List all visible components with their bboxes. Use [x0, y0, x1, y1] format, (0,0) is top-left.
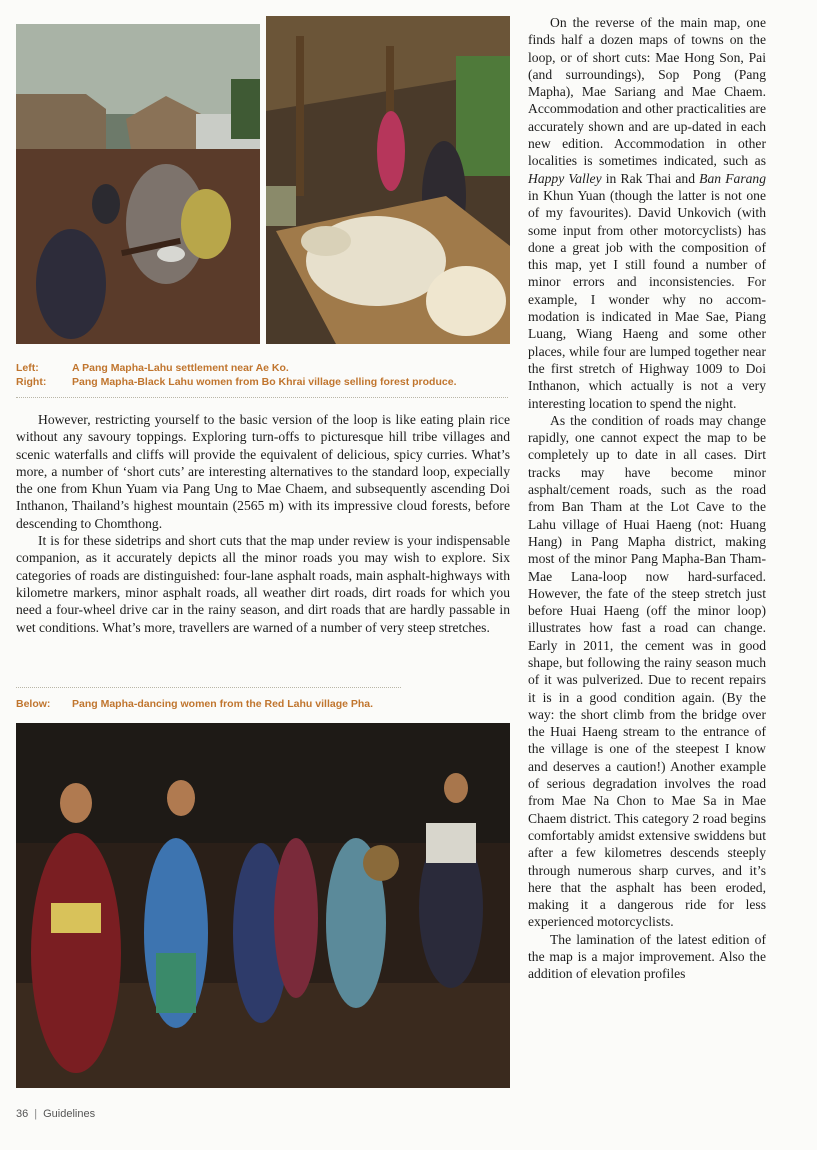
paragraph-reverse-map	[528, 14, 766, 412]
photo-dancing-women-image	[16, 723, 510, 1088]
caption-bottom	[16, 697, 373, 711]
ban-farang-italic: Ban Farang	[699, 170, 767, 186]
photo-forest-produce-market	[266, 16, 510, 344]
caption-left	[16, 361, 457, 375]
paragraph-reverse-map-part2: in Rak Thai and	[601, 170, 700, 186]
photo-lahu-settlement-image	[16, 24, 260, 344]
caption-right-label: Right:	[16, 376, 47, 388]
article-text-right	[528, 14, 766, 983]
happy-valley-italic: Happy Valley	[528, 170, 602, 186]
page-footer	[16, 1108, 95, 1120]
caption-top	[16, 361, 457, 389]
footer-separator: |	[34, 1108, 38, 1120]
paragraph-lamination: The lamination of the latest edition of the map is a major improvement. Also the addition of elevation profiles	[528, 931, 766, 982]
divider-dotted-top	[16, 397, 508, 398]
caption-right	[16, 375, 457, 389]
divider-dotted-bottom	[16, 687, 401, 688]
paragraph-reverse-map-part1: On the reverse of the main map, one finds half a dozen maps of towns on the loop, or of short cuts: Mae Hong Son, Pai (and surroundings), Sop Pong (Pang Mapha), Mae Sariang and Mae Chaem. Accommodation and other practicalities are accurately shown and are up-dated in each new edition. Accommodation in other localities is sometimes indicated, such as	[528, 15, 766, 169]
caption-left-text: A Pang Mapha-Lahu settlement near Ae Ko.	[72, 362, 289, 374]
section-name: Guidelines	[43, 1108, 96, 1120]
caption-bottom-label: Below:	[16, 698, 51, 710]
article-text-left	[16, 411, 510, 636]
photo-forest-produce-market-image	[266, 16, 510, 344]
caption-right-text: Pang Mapha-Black Lahu women from Bo Khrai village selling forest produce.	[72, 376, 457, 388]
caption-left-label: Left:	[16, 362, 39, 374]
page-number: 36	[16, 1108, 29, 1120]
photo-lahu-settlement	[16, 24, 260, 344]
paragraph-restricting-loop: However, restricting yourself to the basic version of the loop is like eating plain rice without any savoury toppings. Exploring turn-offs to picturesque hill tribe villages and scenic waterfalls and cliffs will provide the equivalent of delicious, spicy curries. What’s more, a number of ‘short cuts’ are interesting alternatives to the standard loop, expecially the one from Khun Yuam via Pang Ung to Mae Chaem, and subsequently ascending Doi Inthanon, Thailand’s highest mountain (2565 m) with its impressive cloud forests, before descending to Chomthong.	[16, 412, 510, 531]
paragraph-road-conditions: As the condition of roads may change rapidly, one cannot expect the map to be completely up to date in all cases. Dirt tracks may have become minor asphalt/cement roads, such as the road from Ban Tham at the Lot Cave to the Lahu village of Huai Haeng (not: Huang Hang) in Pang Mapha district, making most of the minor Pang Mapha-Ban Tham-Mae Lana-loop now hard-surfaced. However, the fate of the steep stretch just before Huai Haeng (off the minor loop) illustrates how fast a road can change. Early in 2011, the cement was in good shape, but following the rainy season much of it was pulverized. Due to recent repairs it is in a good condition again. (By the way: the short climb from the bridge over the Huai Haeng stream to the entrance of the village is one of the steepest I know and deserves a caution!) Another example of serious degradation involves the road from Mae Na Chon to Mae Sa in Mae Chaem district. This category 2 road begins comfortably amidst extensive swiddens but after a few kilometres descends steeply through numerous sharp curves, and it’s here that the asphalt has been eroded, making it a dangerous ride for less experienced motorcyclists.	[528, 412, 766, 930]
caption-bottom-text: Pang Mapha-dancing women from the Red Lahu village Pha.	[72, 698, 374, 710]
photo-dancing-women	[16, 723, 510, 1088]
paragraph-sidetrips: It is for these sidetrips and short cuts that the map under review is your indispensable companion, as it accurately depicts all the minor roads you may wish to explore. Six categories of roads are distinguished: four-lane asphalt roads, main asphalt-highways with kilometre markers, minor asphalt roads, all weather dirt roads, dirt roads for which you need a four-wheel drive car in the rainy season, and dirt roads that are hardly passable in wet conditions. What’s more, travellers are warned of a number of very steep stretches.	[16, 533, 510, 635]
paragraph-reverse-map-part3: in Khun Yuan (though the latter is not one of my favourites). David Unkovich (with some input from other motorcyclists) has done a great job with the composition of this map, yet I still found a number of minor errors and inconsistencies. For example, I wonder why no accom-modation is indicated in Mae Sae, Piang Luang, Wiang Haeng and some other places, while four are lumped together near the first stretch of Highway 1009 to Doi Inthanon, which actually is not a very interesting location to spend the night.	[528, 187, 766, 411]
